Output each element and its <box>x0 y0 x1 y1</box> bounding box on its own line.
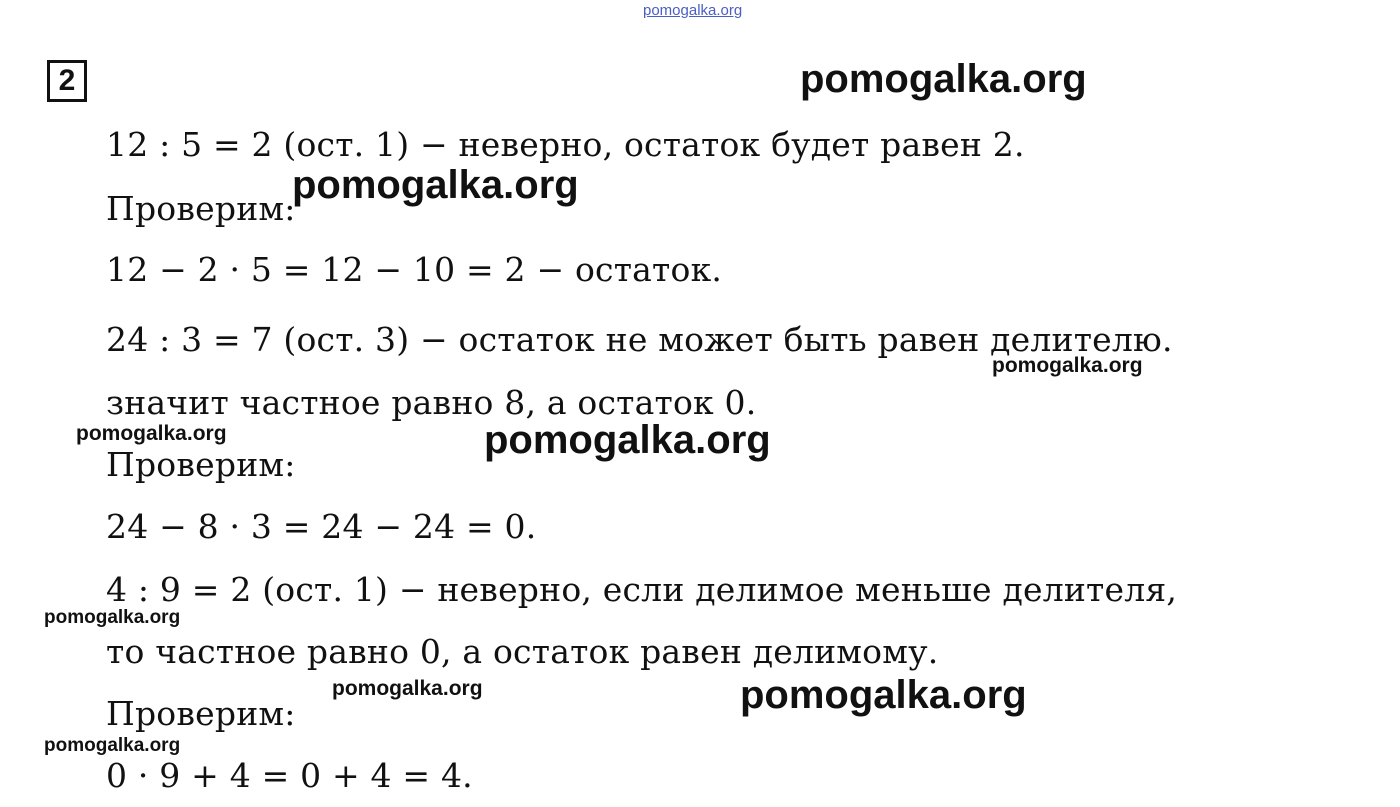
solution-line-2: Проверим: <box>106 189 296 228</box>
watermark: pomogalka.org <box>740 673 1027 717</box>
top-watermark-link[interactable]: pomogalka.org <box>643 2 743 19</box>
solution-line-3: 12 − 2 · 5 = 12 − 10 = 2 − остаток. <box>106 250 723 289</box>
solution-line-7: 24 − 8 · 3 = 24 − 24 = 0. <box>106 507 537 546</box>
watermark: pomogalka.org <box>800 57 1087 101</box>
task-number-badge: 2 <box>47 60 87 102</box>
watermark: pomogalka.org <box>292 163 579 207</box>
watermark: pomogalka.org <box>484 418 771 462</box>
solution-line-5: значит частное равно 8, а остаток 0. <box>106 383 757 422</box>
solution-line-8: 4 : 9 = 2 (ост. 1) − неверно, если делимое меньше делителя, <box>106 570 1178 609</box>
solution-line-10: Проверим: <box>106 694 296 733</box>
solution-line-4: 24 : 3 = 7 (ост. 3) − остаток не может быть равен делителю. <box>106 320 1173 359</box>
solution-line-11: 0 · 9 + 4 = 0 + 4 = 4. <box>106 756 473 795</box>
watermark: pomogalka.org <box>76 422 227 445</box>
solution-line-6: Проверим: <box>106 445 296 484</box>
watermark: pomogalka.org <box>44 607 181 628</box>
watermark: pomogalka.org <box>44 735 181 756</box>
solution-line-9: то частное равно 0, а остаток равен делимому. <box>106 632 939 671</box>
watermark: pomogalka.org <box>992 354 1143 377</box>
solution-line-1: 12 : 5 = 2 (ост. 1) − неверно, остаток будет равен 2. <box>106 125 1025 164</box>
watermark: pomogalka.org <box>332 677 483 700</box>
